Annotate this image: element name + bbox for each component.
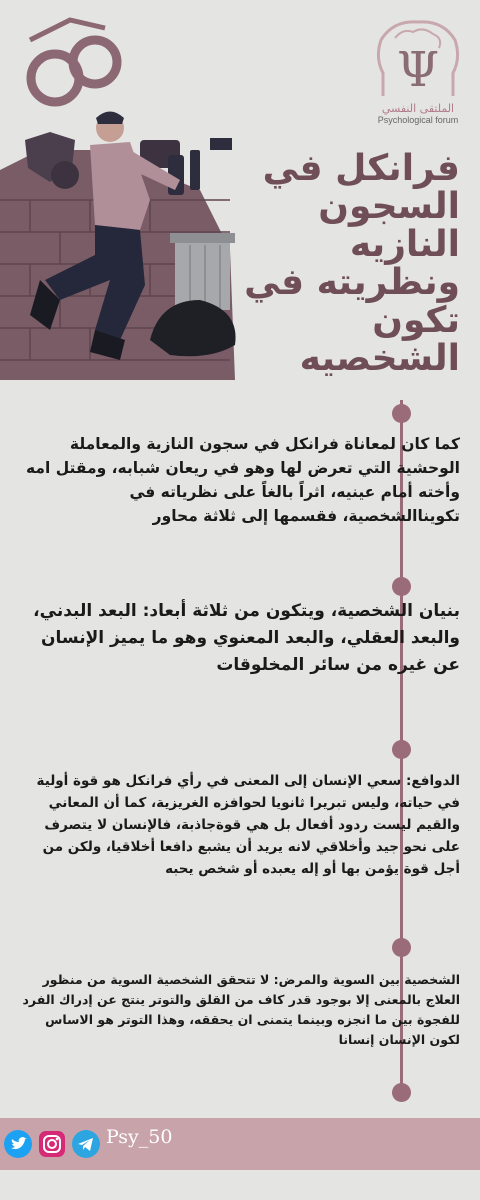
twitter-icon[interactable] xyxy=(4,1130,32,1158)
timeline-dot xyxy=(392,938,411,957)
title-line: السجون النازيه xyxy=(318,186,460,265)
timeline-dot xyxy=(392,1083,411,1102)
section-text: الدوافع: سعي الإنسان إلى المعنى في رأي فرانكل هو قوة أولية في حياته، وليس تبريرا ثانويا لحوافزه الغريزية، كما أن المعاني والقيم ليست ردود أفعال بل هي قوةجاذبة، فالإنسان لا يتصرف على نحو جيد وأخلاقي لانه يريد أن يشبع دافعا أخلاقيا، ولكن من أجل قوة يؤمن بها أو إله يعبده أو شخص يحبه xyxy=(36,773,460,877)
title-line: فرانكل في xyxy=(262,148,460,189)
section-text: بنيان الشخصية، ويتكون من ثلاثة أبعاد: البعد البدني، والبعد العقلي، والبعد المعنوي وهو ما يميز الإنسان عن غيره من سائر المخلوقات xyxy=(33,601,460,675)
section-text: كما كان لمعاناة فرانكل في سجون النازية والمعاملة الوحشية التي تعرض لها وهو في ريعان شبابه، ومقتل امه وأخته أمام عينيه، اثراً بالغاً على نظرياته في تكويناالشخصية، فقسمها إلى ثلاثة محاور xyxy=(26,435,460,525)
telegram-icon[interactable] xyxy=(72,1130,100,1158)
instagram-icon[interactable] xyxy=(38,1130,66,1158)
timeline-dot xyxy=(392,577,411,596)
logo xyxy=(368,18,468,138)
timeline-dot xyxy=(392,740,411,759)
section-text: الشخصية بين السوية والمرض: لا تتحقق الشخصية السوية من منظور العلاج بالمعنى إلا بوجود قدر كاف من القلق والتوتر ينتج عن إدراك الفرد للفجوة بين ما انجزه وبينما يتمنى ان يحققه، وهذا التوتر هو الاساس لكون الإنسان إنسانا xyxy=(22,972,460,1047)
page-title xyxy=(220,150,460,378)
social-handle[interactable]: Psy_50 xyxy=(106,1126,173,1148)
logo-arabic-name: الملتقى النفسي xyxy=(381,102,455,115)
svg-text:Ψ: Ψ xyxy=(396,42,440,98)
logo-english-name: Psychological forum xyxy=(377,115,459,125)
title-line: الشخصيه xyxy=(299,338,460,379)
psi-head-logo-icon xyxy=(373,18,463,100)
timeline-dot xyxy=(392,404,411,423)
title-line: ونظريته في تكون xyxy=(244,262,460,341)
